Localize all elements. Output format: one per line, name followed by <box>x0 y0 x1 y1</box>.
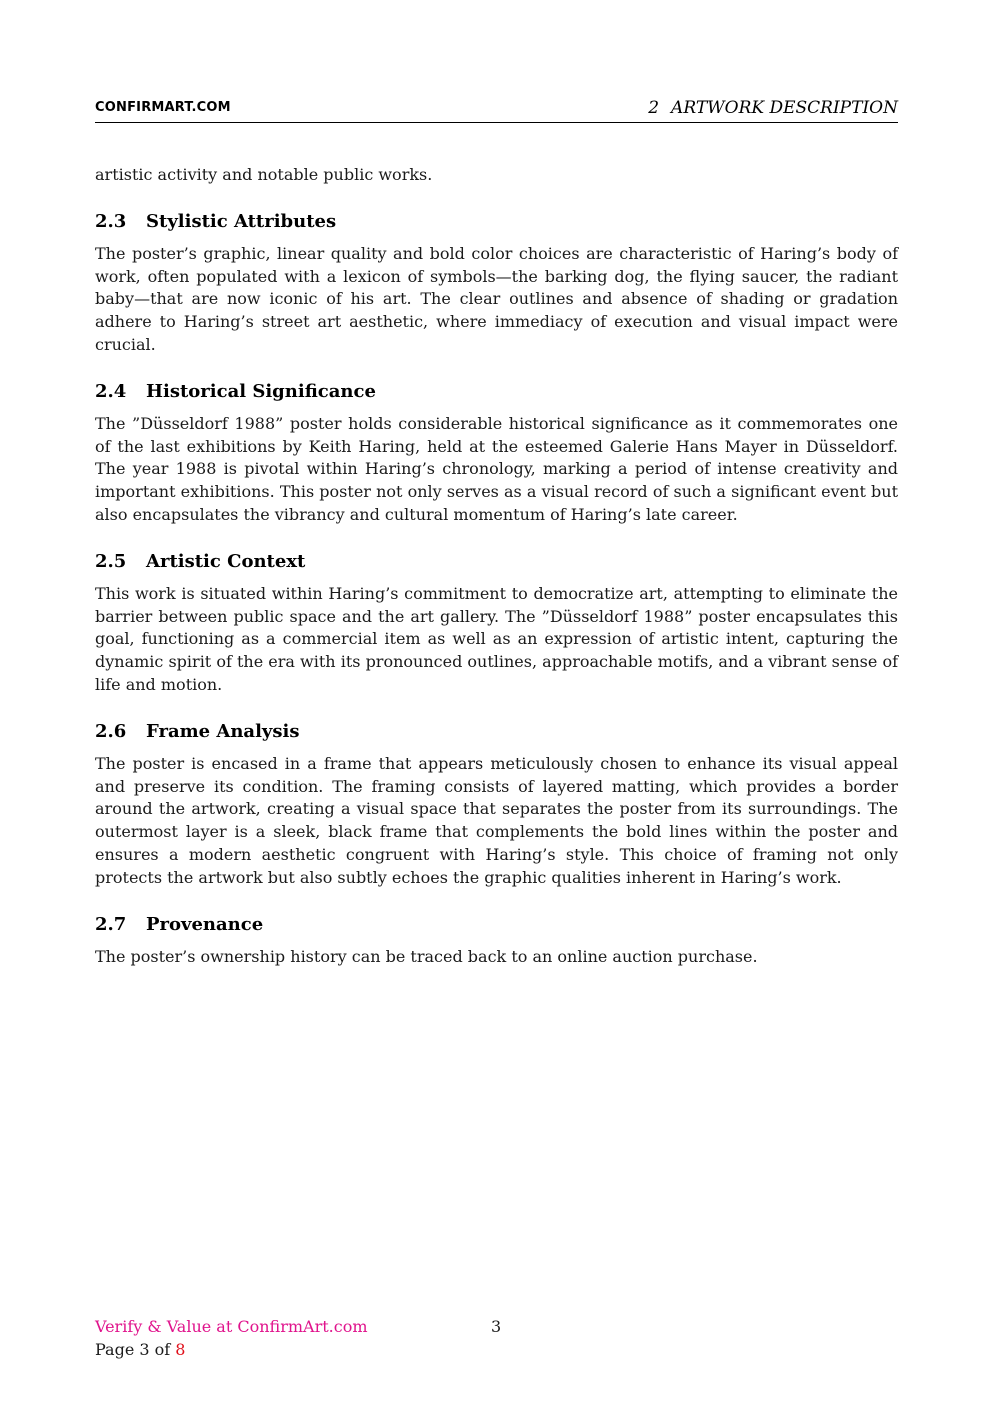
section-2-4 <box>95 381 898 527</box>
section-heading <box>95 551 898 573</box>
section-body: This work is situated within Haring’s commitment to democratize art, attempting to eliminate the barrier between public space and the art gallery. The ”Düsseldorf 1988” poster encapsulates this goal, functioning as a commercial item as well as an expression of artistic intent, capturing the dynamic spirit of the era with its pronounced outlines, approachable motifs, and a vibrant sense of life and motion. <box>95 583 898 694</box>
section-body: The poster’s graphic, linear quality and bold color choices are characteristic of Haring’s body of work, often populated with a lexicon of symbols—the barking dog, the flying saucer, the radiant baby—that are now iconic of his art. The clear outlines and absence of shading or gradation adhere to Haring’s street art aesthetic, where immediacy of execution and visual impact were crucial. <box>95 243 898 354</box>
section-title: Frame Analysis <box>146 720 300 742</box>
section-2-3 <box>95 211 898 357</box>
total-pages-link[interactable]: 8 <box>175 1340 186 1359</box>
section-title: Historical Significance <box>146 380 376 402</box>
page-footer <box>95 1315 898 1361</box>
page-content <box>95 164 898 968</box>
section-2-6 <box>95 721 898 890</box>
section-title: Stylistic Attributes <box>146 210 337 232</box>
section-title: Artistic Context <box>146 550 306 572</box>
confirmart-footer-link[interactable]: Verify & Value at ConfirmArt.com <box>95 1317 368 1336</box>
running-head-title: ARTWORK DESCRIPTION <box>671 98 898 118</box>
section-number: 2.6 <box>95 720 127 742</box>
continued-paragraph: artistic activity and notable public works. <box>95 165 433 184</box>
section-heading <box>95 381 898 403</box>
page-count-prefix: Page 3 of <box>95 1340 176 1359</box>
section-title: Provenance <box>146 913 264 935</box>
section-body: The poster’s ownership history can be traced back to an online auction purchase. <box>95 946 758 966</box>
section-heading <box>95 211 898 233</box>
confirmart-logo: CONFIRMART.COM <box>95 100 231 115</box>
section-number: 2.5 <box>95 550 127 572</box>
running-head <box>648 98 898 118</box>
page-header <box>95 96 898 123</box>
section-body: The poster is encased in a frame that appears meticulously chosen to enhance its visual appeal and preserve its condition. The framing consists of layered matting, which provides a border around the artwork, creating a visual space that separates the poster from its surroundings. The outermost layer is a sleek, black frame that complements the bold lines within the poster and ensures a modern aesthetic congruent with Haring’s style. This choice of framing not only protects the artwork but also subtly echoes the graphic qualities inherent in Haring’s work. <box>95 753 898 887</box>
section-number: 2.7 <box>95 913 127 935</box>
section-heading <box>95 721 898 743</box>
section-heading <box>95 914 898 936</box>
running-head-number: 2 <box>648 98 660 118</box>
page-number: 3 <box>491 1317 502 1336</box>
section-2-5 <box>95 551 898 697</box>
section-body: The ”Düsseldorf 1988” poster holds considerable historical significance as it commemorates one of the last exhibitions by Keith Haring, held at the esteemed Galerie Hans Mayer in Düsseldorf. The year 1988 is pivotal within Haring’s chronology, marking a period of intense creativity and important exhibitions. This poster not only serves as a visual record of such a significant event but also encapsulates the vibrancy and cultural momentum of Haring’s late career. <box>95 413 898 524</box>
section-2-7 <box>95 914 898 969</box>
section-number: 2.4 <box>95 380 127 402</box>
page-count <box>95 1338 898 1361</box>
section-number: 2.3 <box>95 210 127 232</box>
